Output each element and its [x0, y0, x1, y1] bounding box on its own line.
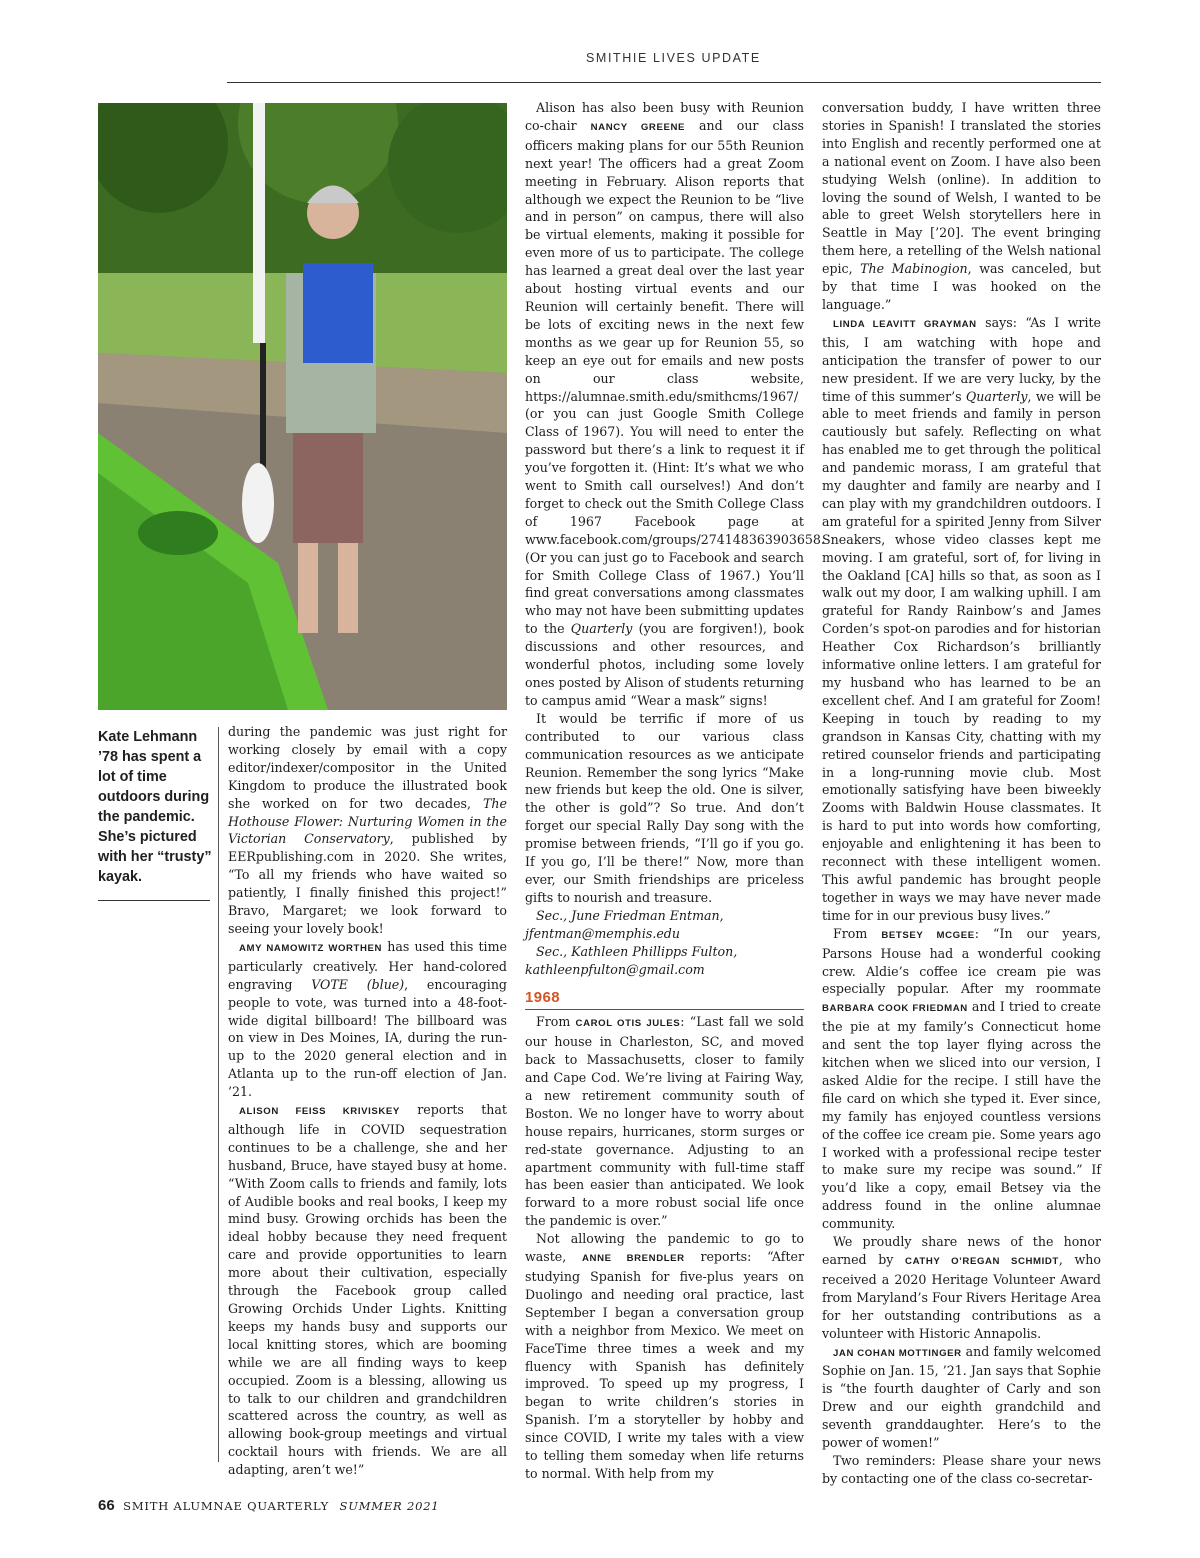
kayak-photo	[98, 103, 507, 710]
paragraph: Not allowing the pandemic to go to waste, ANNE BRENDLER reports: “After studying Spanish for five-plus years on Duolingo and needing oral practice, last September I began a conversation group with a neighbor from Mexico. We meet on FaceTime three times a week and my fluency with Spanish has definitely improved. To speed up my progress, I began to write children’s stories in Spanish. I’m a storyteller by hobby and since COVID, I write my tales with a view to telling them someday when life returns to normal. With help from my	[525, 1231, 804, 1481]
column-right	[822, 99, 1101, 1488]
person-name: NANCY GREENE	[590, 121, 685, 133]
column-rule	[218, 727, 219, 1462]
person-name: ALISON FEISS KRIVISKEY	[239, 1106, 400, 1118]
person-name: ANNE BRENDLER	[582, 1253, 685, 1265]
paragraph: From CAROL OTIS JULES: “Last fall we sold our house in Charleston, SC, and moved back to Massachusetts, closer to family and Cape Cod. We’re living at Fairing Way, a new retirement community south of Boston. We no longer have to worry about house repairs, hurricanes, storm surges or red-state governance. Adjusting to an apartment community with full-time staff has been easier than anticipated. We look forward to a more robust social life once the pandemic is over.”	[525, 1014, 804, 1229]
page-footer	[98, 1497, 439, 1514]
page-number: 66	[98, 1497, 115, 1514]
secretary-email: jfentman@memphis.edu	[525, 925, 680, 941]
paragraph: conversation buddy, I have written three stories in Spanish! I translated the stories into English and recently performed one at a national event on Zoom. I have also been studying Welsh (online). In addition to loving the sound of Welsh, I wanted to be able to greet Welsh storytellers here in Seattle in May [’20]. The event bringing them here, a retelling of the Welsh national epic, The Mabinogion, was canceled, but by that time I was hooked on the language.”	[822, 100, 1101, 312]
paragraph: during the pandemic was just right for working closely by email with a copy editor/indexer/compositor in the United Kingdom to produce the illustrated book she worked on for two decades, The Hothouse Flower: Nurturing Women in the Victorian Conservatory, published by EERpublishing.com in 2020. She writes, “To all my friends who have waited so patiently, I finally finished this project!” Bravo, Margaret; we look forward to seeing your lovely book!	[228, 724, 507, 936]
person-name: AMY NAMOWITZ WORTHEN	[239, 942, 383, 954]
photo-caption: Kate Lehmann ’78 has spent a lot of time outdoors during the pandemic. She’s pictured with her “trusty” kayak.	[98, 729, 212, 885]
issue-name: SUMMER 2021	[339, 1499, 440, 1513]
paragraph: It would be terrific if more of us contributed to our various class communication resources as we anticipate Reunion. Remember the song lyrics “Make new friends but keep the old. One is silver, the other is gold”? So true. And don’t forget our special Rally Day song with the promise between friends, “I’ll go if you go. If you go, I’ll be there!” Now, more than ever, our Smith friendships are priceless gifts to nourish and treasure.	[525, 710, 804, 905]
person-name: CAROL OTIS JULES	[575, 1018, 681, 1030]
column-middle	[525, 99, 825, 1483]
paragraph: From BETSEY MCGEE: “In our years, Parsons House had a wonderful cooking crew. Aldie’s coffee ice cream pie was especially popular. After my roommate BARBARA COOK FRIEDMAN and I tried to create the pie at my family’s Connecticut home and sent the top layer flying across the kitchen when we sliced into our version, I asked Aldie for the recipe. I still have the file card on which she typed it. Ever since, my family has enjoyed countless versions of the coffee ice cream pie. Some years ago I worked with a professional recipe tester to make sure my recipe was sound.” If you’d like a copy, email Betsey via the address found in the online alumnae community.	[822, 925, 1101, 1232]
paragraph: AMY NAMOWITZ WORTHEN has used this time particularly creatively. Her hand-colored engraving VOTE (blue), encouraging people to vote, was turned into a 48-foot-wide digital billboard! The billboard was on view in Des Moines, IA, during the run-up to the 2020 general election and in Atlanta up to the run-off election of Jan. ’21.	[228, 938, 507, 1100]
secretary-email: kathleenpfulton@gmail.com	[525, 961, 705, 977]
paragraph: LINDA LEAVITT GRAYMAN says: “As I write this, I am watching with hope and anticipation the transfer of power to our new president. If we are very lucky, by the time of this summer’s Quarterly, we will be able to meet friends and family in person cautiously but safely. Reflecting on what has enabled me to get through the political and pandemic morass, I am grateful that my daughter and family are nearby and I can play with my grandchildren outdoors. I am grateful for a spirited Jenny from Silver Sneakers, whose video classes kept me moving. I am grateful, sort of, for living in the Oakland [CA] hills so that, as soon as I walk out my door, I am walking uphill. I am grateful for Randy Rainbow’s and James Corden’s spot-on parodies and for historian Heather Cox Richardson’s brilliantly informative online letters. I am grateful for my husband who has learned to be an excellent chef. And I am grateful for Zoom! Keeping in touch by reading to my grandson in Kansas City, chatting with my retired counselor friends and participating in a long-running movie club. Most emotionally satisfying have been biweekly Zooms with Baldwin House classmates. It is hard to put into words how comforting, enjoyable and enlightening it has been to reconnect with these intelligent women. This awful pandemic has brought people together in ways we may have never made time for in our previous busy lives.”	[822, 314, 1101, 923]
person-name: CATHY O’REGAN SCHMIDT	[905, 1256, 1059, 1267]
person-name: JAN COHAN MOTTINGER	[833, 1347, 962, 1359]
header-rule	[227, 82, 1101, 83]
person-name: BETSEY MCGEE	[881, 929, 975, 941]
person-name: LINDA LEAVITT GRAYMAN	[833, 318, 977, 330]
kayak-photo-illustration	[98, 103, 507, 710]
paragraph: Two reminders: Please share your news by contacting one of the class co-secretar-	[822, 1452, 1101, 1486]
magazine-name: SMITH ALUMNAE QUARTERLY	[123, 1499, 330, 1513]
person-name: BARBARA COOK FRIEDMAN	[822, 1003, 968, 1015]
caption-rule	[98, 900, 210, 901]
paragraph: JAN COHAN MOTTINGER and family welcomed Sophie on Jan. 15, ’21. Jan says that Sophie is “the fourth daughter of Carly and son Drew and our eighth grandchild and seventh granddaughter. Here’s to the power of women!”	[822, 1343, 1102, 1451]
column-left	[228, 723, 507, 1479]
section-header: SMITHIE LIVES UPDATE	[586, 51, 761, 65]
paragraph: Alison has also been busy with Reunion co-chair NANCY GREENE and our class officers making plans for our 55th Reunion next year! The officers had a great Zoom meeting in February. Alison reports that although we expect the Reunion to be “live and in person” on campus, there will also be virtual elements, making it possible for even more of us to participate. The college has learned a great deal over the last year about hosting virtual events and our Reunion will certainly benefit. There will be lots of exciting news in the next few months as we gear up for Reunion 55, so keep an eye out for emails and new posts on our class website, https://alumnae.smith.edu/smithcms/1967/ (or you can just Google Smith College Class of 1967). You will need to enter the password but there’s a link to request it if you’ve forgotten it. (Hint: It’s what we who went to Smith call ourselves!) And don’t forget to check out the Smith College Class of 1967 Facebook page at www.facebook.com/groups/274148363903658. (Or you can just go to Facebook and search for Smith College Class of 1967.) You’ll find great conversations among classmates who may not have been submitting updates to the Quarterly (you are forgiven!), book discussions and other resources, and wonderful photos, including some lovely ones posted by Alison of students returning to campus amid “Wear a mask” signs!	[525, 100, 825, 708]
paragraph: We proudly share news of the honor earned by CATHY O’REGAN SCHMIDT, who received a 2020 Heritage Volunteer Award from Maryland’s Four Rivers Heritage Area for her outstanding contributions as a volunteer with Historic Annapolis.	[822, 1234, 1101, 1341]
secretary-signature: Sec., June Friedman Entman,	[536, 907, 724, 923]
secretary-signature: Sec., Kathleen Phillipps Fulton,	[536, 943, 738, 959]
paragraph: ALISON FEISS KRIVISKEY reports that although life in COVID sequestration continues to be a challenge, she and her husband, Bruce, have stayed busy at home. “With Zoom calls to friends and family, lots of Audible books and real books, I keep my mind busy. Growing orchids has been the ideal hobby because they need frequent care and provide opportunities to learn more about their cultivation, especially through the Facebook group called Growing Orchids Under Lights. Knitting keeps my hands busy and supports our local knitting stores, which are booming while we are all finding ways to keep occupied. Zoom is a blessing, allowing us to talk to our children and grandchildren scattered across the country, as well as allowing book-group meetings and virtual cocktail hours with friends. We are all adapting, aren’t we!”	[228, 1102, 507, 1478]
class-year-heading: 1968	[525, 989, 804, 1010]
